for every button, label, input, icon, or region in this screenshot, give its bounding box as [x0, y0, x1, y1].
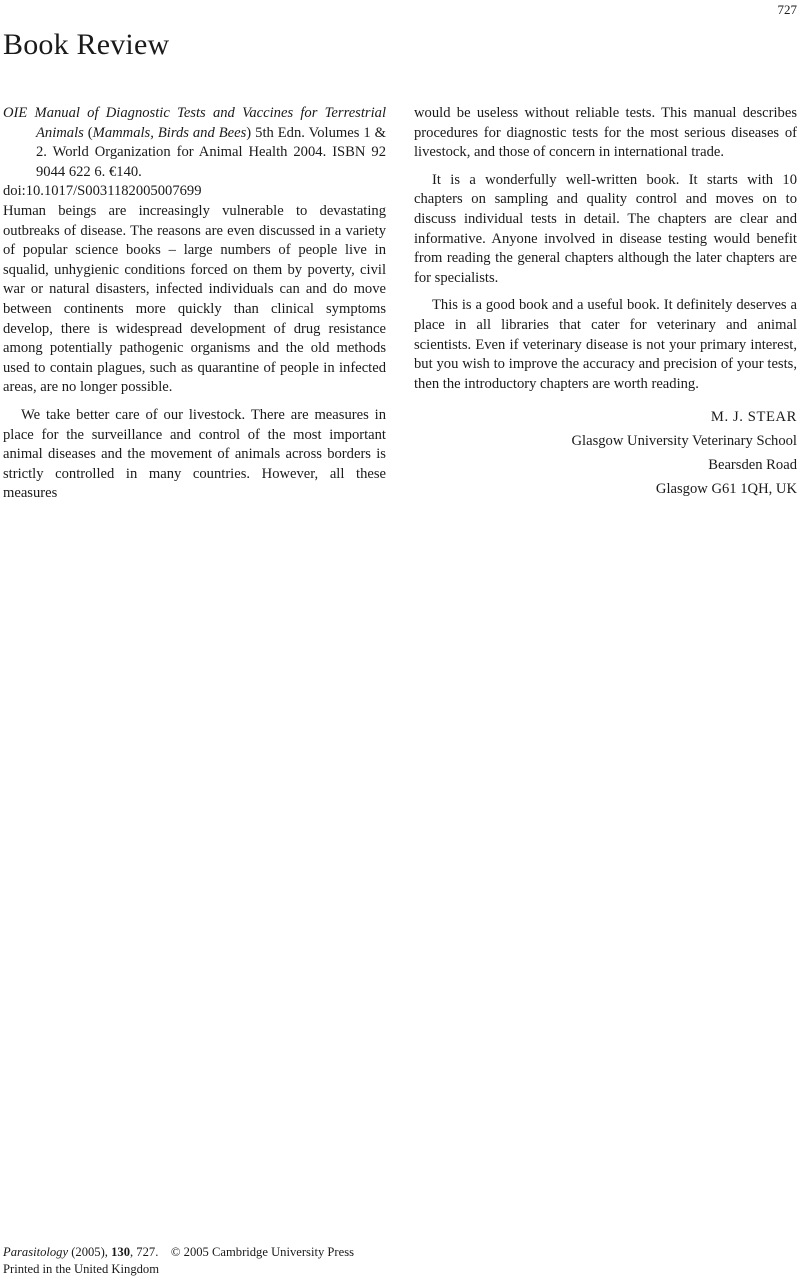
subtitle-open-paren: (	[83, 124, 93, 141]
reviewer-city: Glasgow G61 1QH, UK	[655, 481, 797, 498]
book-subtitle: Mammals, Birds and Bees	[92, 124, 247, 141]
book-doi: doi:10.1017/S0031182005007699	[3, 183, 202, 200]
reviewer-name: M. J. STEAR	[710, 409, 797, 426]
body-paragraph: It is a wonderfully well-written book. It starts with 10 chapters on sampling and quality control and moves on to discuss individual tests in detail. The chapters are clear and informative. Anyone involved in disease testing would benefit from reading the general chapters although the later chapters are for specialists.	[414, 171, 797, 286]
page-footer	[3, 1244, 354, 1278]
body-paragraph: Human beings are increasingly vulnerable to devastating outbreaks of disease. The reasons are even discussed in a variety of popular science books – large numbers of people live in squalid, unhygienic conditions forced on them by poverty, civil war or natural disasters, infected individuals can and do move between continents more quickly than clinical symptoms develop, there is widespread development of drug resistance among potentially pathogenic organisms and the old methods used to contain plagues, such as quarantine of people in infected areas, are no longer possible.	[3, 202, 386, 396]
reviewer-signature	[414, 405, 797, 501]
book-title: OIE Manual of Diagnostic Tests and Vaccines for Terrestrial Animals	[3, 105, 386, 141]
footer-journal: Parasitology	[3, 1245, 69, 1259]
footer-year: (2005),	[68, 1245, 112, 1259]
book-citation	[3, 104, 386, 202]
body-paragraph: would be useless without reliable tests. This manual describes procedures for diagnostic tests for the most serious diseases of livestock, and those of concern in international trade.	[414, 105, 797, 161]
footer-printed: Printed in the United Kingdom	[3, 1262, 160, 1276]
footer-citation-line	[3, 1244, 354, 1261]
footer-pages: , 727. © 2005 Cambridge University Press	[130, 1245, 354, 1259]
left-column	[3, 104, 386, 504]
body-paragraph: We take better care of our livestock. There are measures in place for the surveillance and control of the most important animal diseases and the movement of animals across borders is strictly controlled in many countries. However, all these measures	[3, 406, 386, 502]
reviewer-street: Bearsden Road	[708, 457, 797, 474]
right-column	[414, 104, 797, 501]
section-title: Book Review	[3, 28, 170, 61]
subtitle-close-paren: )	[246, 124, 252, 141]
page-number: 727	[777, 2, 797, 17]
book-details: 5th Edn. Volumes 1 & 2. World Organization for Animal Health 2004. ISBN 92 9044 622 6. €140.	[36, 124, 386, 180]
footer-volume: 130	[111, 1245, 130, 1259]
body-paragraph: This is a good book and a useful book. It definitely deserves a place in all libraries that cater for veterinary and animal scientists. Even if veterinary disease is not your primary interest, but you wish to improve the accuracy and precision of your tests, then the introductory chapters are worth reading.	[414, 297, 797, 392]
reviewer-institution: Glasgow University Veterinary School	[571, 433, 797, 450]
